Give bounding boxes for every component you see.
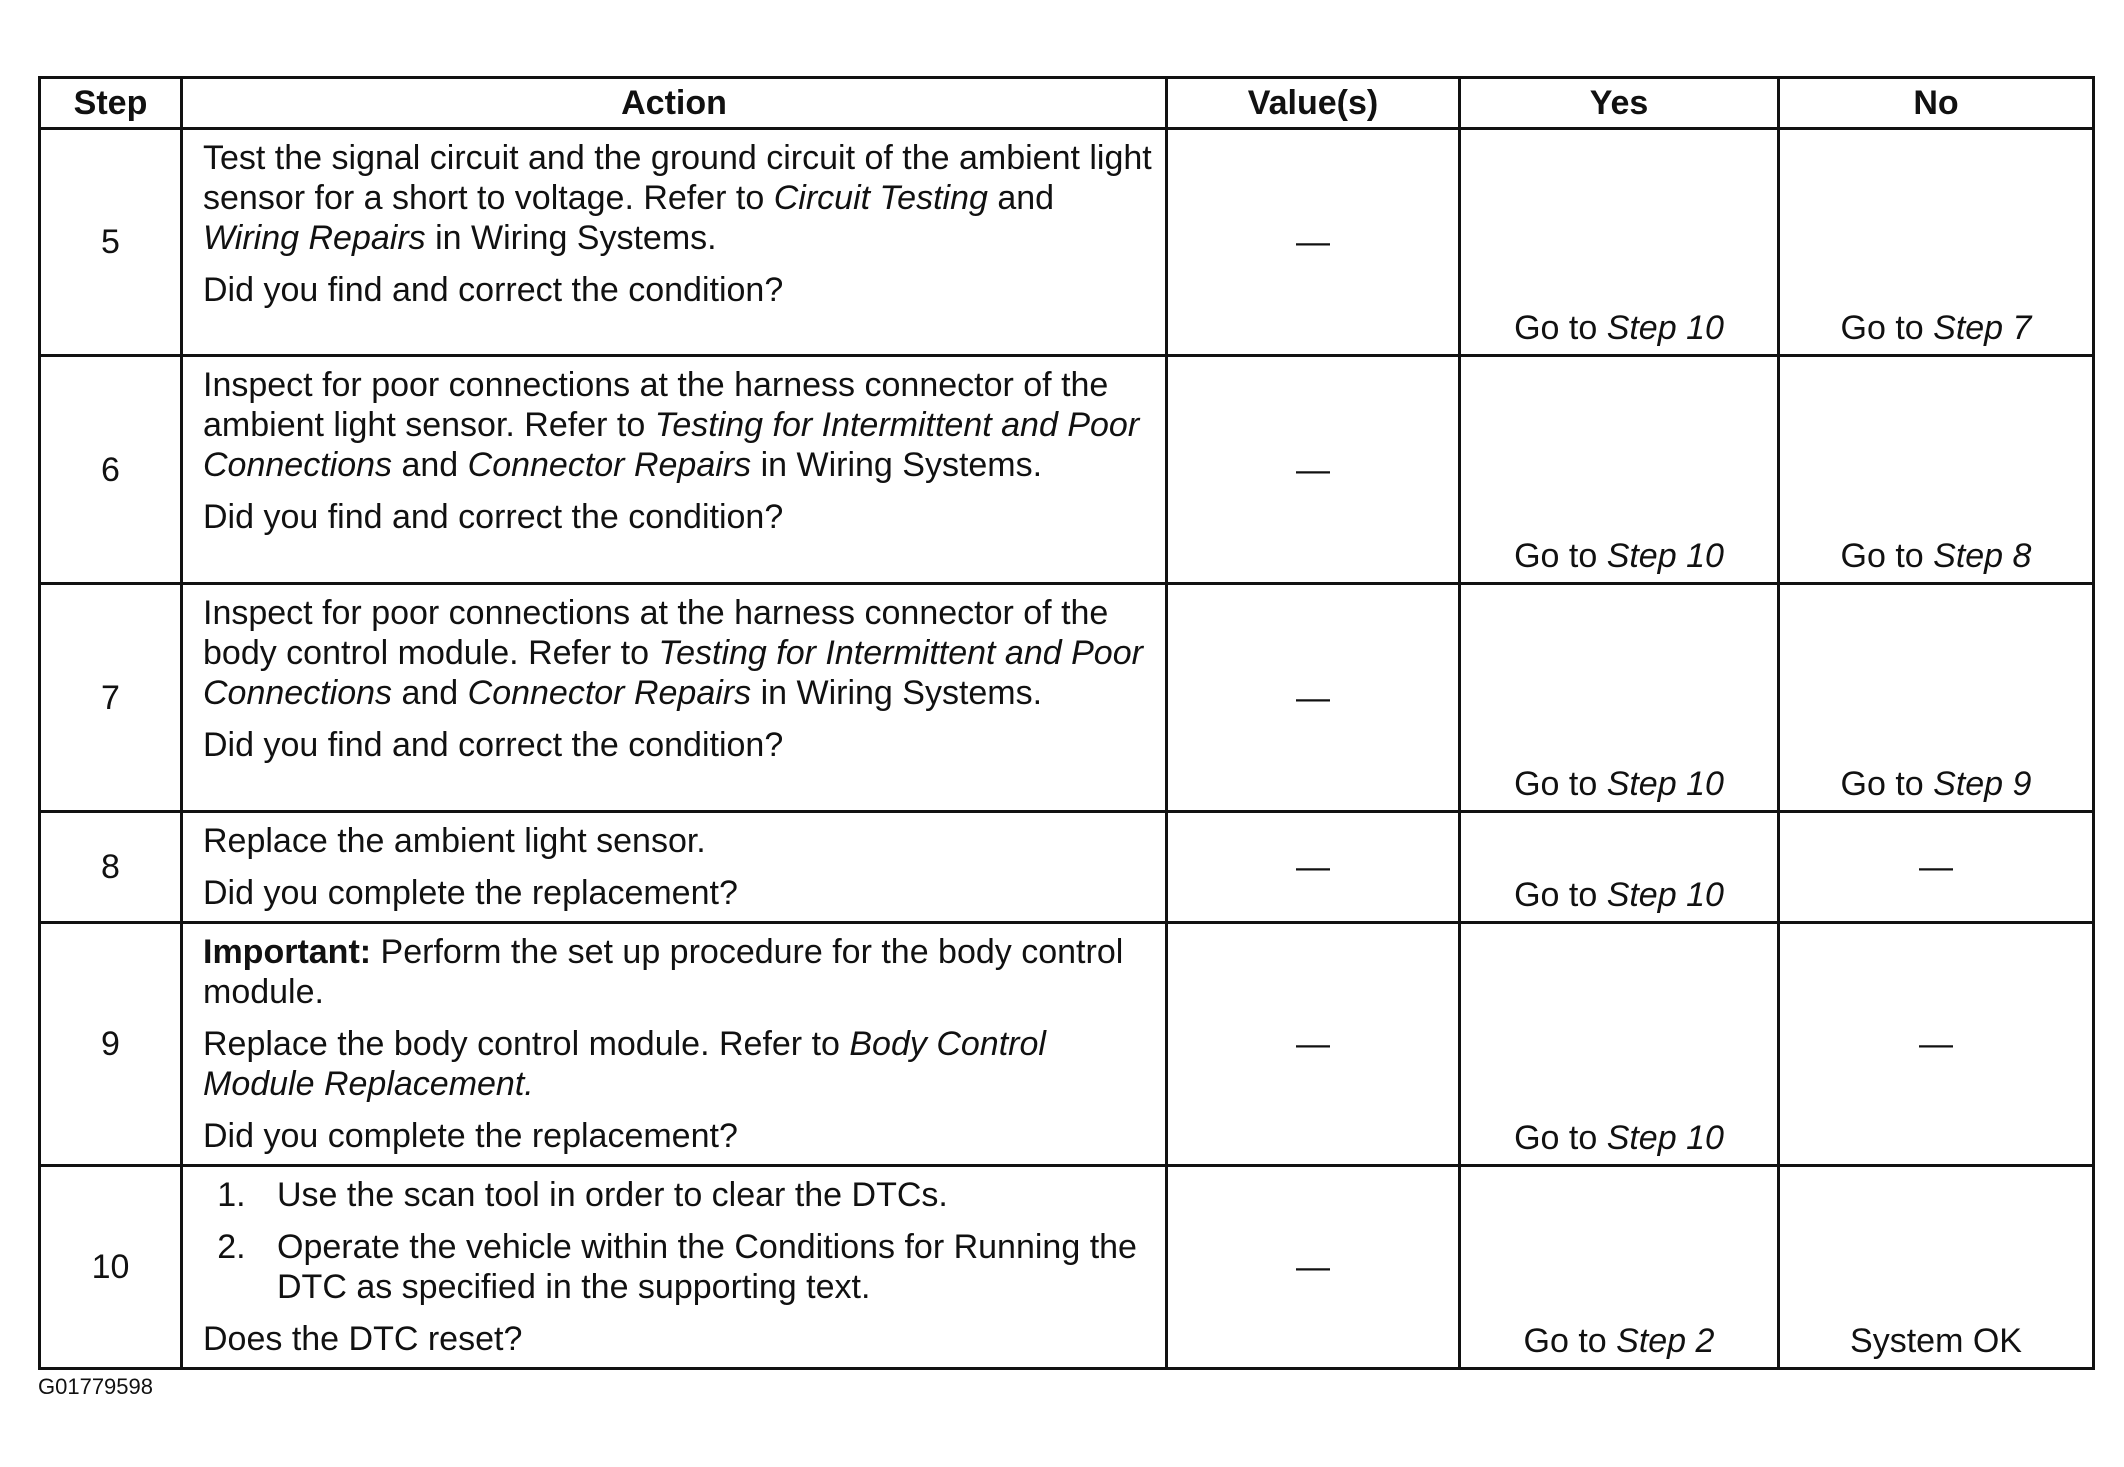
action-steps-list xyxy=(203,1175,1155,1307)
header-action: Action xyxy=(182,78,1167,129)
action-cell xyxy=(182,584,1167,812)
header-no: No xyxy=(1779,78,2094,129)
figure-id: G01779598 xyxy=(38,1374,153,1399)
value-cell: — xyxy=(1167,812,1460,923)
step-reference: Step 2 xyxy=(1616,1322,1715,1360)
reference-link: Connector Repairs xyxy=(467,674,752,712)
no-cell: — xyxy=(1779,923,2094,1166)
yes-cell: Go to Step 10 xyxy=(1460,356,1779,584)
step-number: 7 xyxy=(40,584,182,812)
action-question: Did you find and correct the condition? xyxy=(203,726,784,764)
value-cell: — xyxy=(1167,1166,1460,1369)
list-item: 1. Use the scan tool in order to clear the DTCs. xyxy=(255,1175,1155,1215)
no-cell: Go to Step 8 xyxy=(1779,356,2094,584)
action-cell xyxy=(182,129,1167,356)
action-question: Did you complete the replacement? xyxy=(203,1117,738,1155)
step-number: 6 xyxy=(40,356,182,584)
value-cell: — xyxy=(1167,584,1460,812)
no-cell: Go to Step 9 xyxy=(1779,584,2094,812)
action-cell xyxy=(182,1166,1167,1369)
value-cell: — xyxy=(1167,356,1460,584)
header-values: Value(s) xyxy=(1167,78,1460,129)
step-reference: Step 10 xyxy=(1606,309,1724,347)
reference-link: Body Control Module Replacement. xyxy=(203,1025,1046,1103)
table-row xyxy=(40,584,2094,812)
action-text: Inspect for poor connections at the harness connector of the body control module. Refer to Testing for Intermittent and Poor Connections and Connector Repairs in Wiring Systems. xyxy=(203,594,1143,712)
action-cell xyxy=(182,812,1167,923)
action-cell xyxy=(182,923,1167,1166)
action-text: Replace the ambient light sensor. xyxy=(203,822,706,860)
no-cell: Go to Step 7 xyxy=(1779,129,2094,356)
reference-link: Connector Repairs xyxy=(467,446,752,484)
step-number: 8 xyxy=(40,812,182,923)
header-step: Step xyxy=(40,78,182,129)
action-question: Did you complete the replacement? xyxy=(203,874,738,912)
important-note: Important: Perform the set up procedure for the body control module. xyxy=(203,933,1124,1011)
table-row xyxy=(40,1166,2094,1369)
table-row xyxy=(40,812,2094,923)
reference-link: Wiring Repairs xyxy=(203,219,426,257)
value-cell: — xyxy=(1167,129,1460,356)
no-cell: System OK xyxy=(1779,1166,2094,1369)
action-question: Did you find and correct the condition? xyxy=(203,271,784,309)
step-number: 5 xyxy=(40,129,182,356)
action-cell xyxy=(182,356,1167,584)
list-item: 2. Operate the vehicle within the Conditions for Running the DTC as specified in the supporting text. xyxy=(255,1227,1155,1307)
step-reference: Step 10 xyxy=(1606,537,1724,575)
table-row xyxy=(40,356,2094,584)
step-number: 10 xyxy=(40,1166,182,1369)
action-question: Did you find and correct the condition? xyxy=(203,498,784,536)
diagnostic-table xyxy=(38,76,2095,1370)
step-number: 9 xyxy=(40,923,182,1166)
reference-link: Testing for Intermittent and Poor Connections xyxy=(203,634,1143,712)
header-yes: Yes xyxy=(1460,78,1779,129)
reference-link: Testing for Intermittent and Poor Connections xyxy=(203,406,1140,484)
action-question: Does the DTC reset? xyxy=(203,1320,523,1358)
yes-cell: Go to Step 2 xyxy=(1460,1166,1779,1369)
step-reference: Step 7 xyxy=(1933,309,2032,347)
header-row xyxy=(40,78,2094,129)
step-reference: Step 9 xyxy=(1933,765,2032,803)
action-text: Replace the body control module. Refer to Body Control Module Replacement. xyxy=(203,1025,1046,1103)
action-text: Test the signal circuit and the ground circuit of the ambient light sensor for a short to voltage. Refer to Circuit Testing and Wiring Repairs in Wiring Systems. xyxy=(203,139,1152,257)
step-reference: Step 10 xyxy=(1606,876,1724,914)
important-label: Important: xyxy=(203,933,372,971)
step-reference: Step 10 xyxy=(1606,765,1724,803)
no-cell: — xyxy=(1779,812,2094,923)
step-reference: Step 8 xyxy=(1933,537,2032,575)
yes-cell: Go to Step 10 xyxy=(1460,923,1779,1166)
table-row xyxy=(40,129,2094,356)
yes-cell: Go to Step 10 xyxy=(1460,129,1779,356)
value-cell: — xyxy=(1167,923,1460,1166)
yes-cell: Go to Step 10 xyxy=(1460,812,1779,923)
yes-cell: Go to Step 10 xyxy=(1460,584,1779,812)
action-text: Inspect for poor connections at the harness connector of the ambient light sensor. Refer to Testing for Intermittent and Poor Connections and Connector Repairs in Wiring Systems. xyxy=(203,366,1140,484)
reference-link: Circuit Testing xyxy=(773,179,988,217)
table-row xyxy=(40,923,2094,1166)
step-reference: Step 10 xyxy=(1606,1119,1724,1157)
